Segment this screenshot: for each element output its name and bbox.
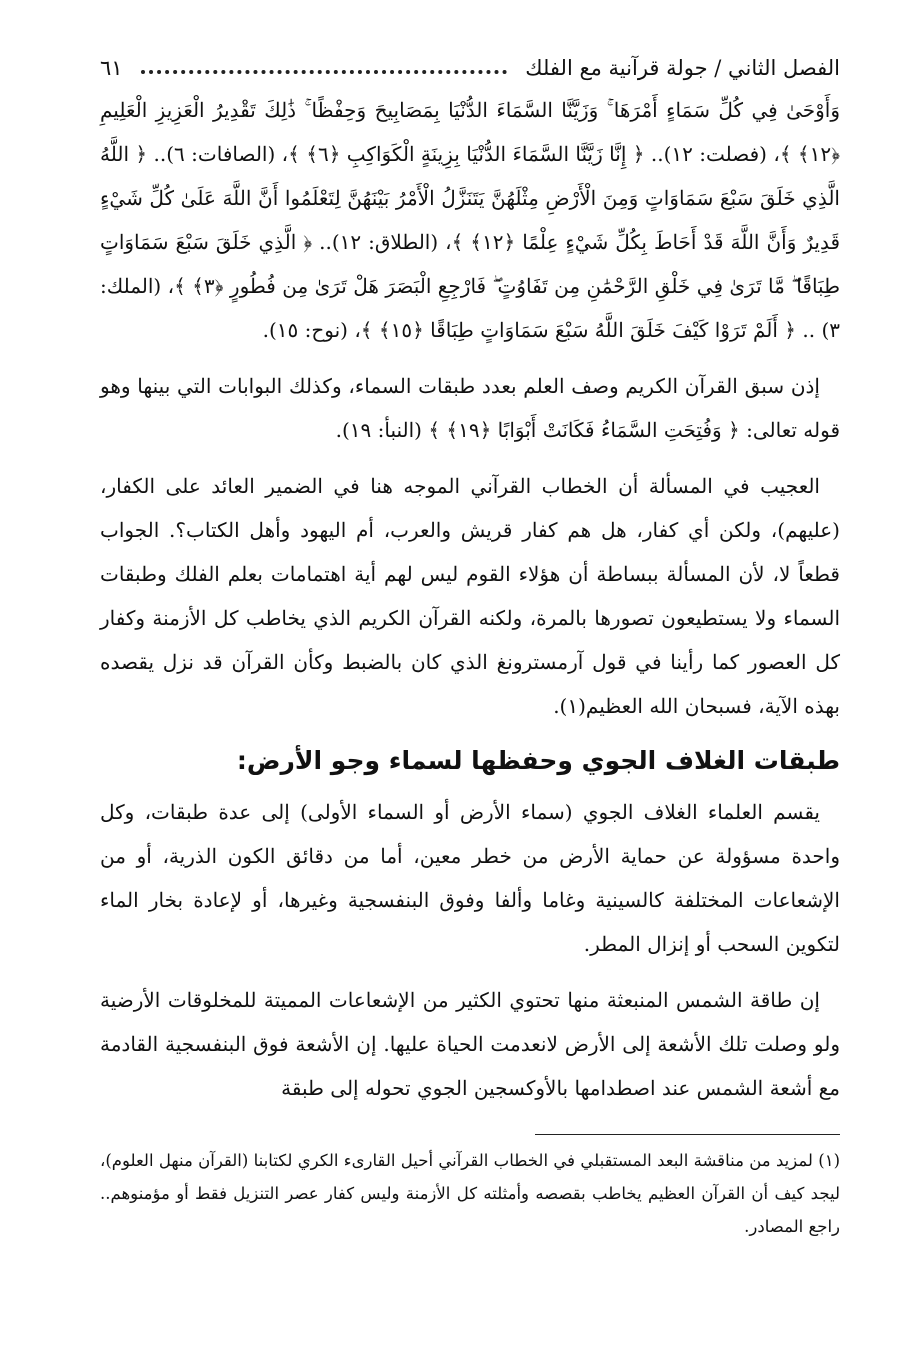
chapter-title: الفصل الثاني / جولة قرآنية مع الفلك <box>525 56 840 80</box>
quran-verses-paragraph: وَأَوْحَىٰ فِي كُلِّ سَمَاءٍ أَمْرَهَا ۚ وَزَيَّنَّا السَّمَاءَ الدُّنْيَا بِمَصَابِيحَ وَحِفْظًا ۚ ذَٰلِكَ تَقْدِيرُ الْعَزِيزِ الْعَلِيمِ ﴿١٢﴾ ﴾، (فصلت: ١٢).. ﴿ إِنَّا زَيَّنَّا السَّمَاءَ الدُّنْيَا بِزِينَةٍ الْكَوَاكِبِ ﴿٦﴾ ﴾، (الصافات: ٦).. ﴿ اللَّهُ الَّذِي خَلَقَ سَبْعَ سَمَاوَاتٍ وَمِنَ الْأَرْضِ مِثْلَهُنَّ يَتَنَزَّلُ الْأَمْرُ بَيْنَهُنَّ لِتَعْلَمُوا أَنَّ اللَّهَ عَلَىٰ كُلِّ شَيْءٍ قَدِيرٌ وَأَنَّ اللَّهَ قَدْ أَحَاطَ بِكُلِّ شَيْءٍ عِلْمًا ﴿١٢﴾ ﴾، (الطلاق: ١٢).. ﴿ الَّذِي خَلَقَ سَبْعَ سَمَاوَاتٍ طِبَاقًا ۖ مَّا تَرَىٰ فِي خَلْقِ الرَّحْمَٰنِ مِن تَفَاوُتٍ ۖ فَارْجِعِ الْبَصَرَ هَلْ تَرَىٰ مِن فُطُورٍ ﴿٣﴾ ﴾، (الملك: ٣) .. ﴿ أَلَمْ تَرَوْا كَيْفَ خَلَقَ اللَّهُ سَبْعَ سَمَاوَاتٍ طِبَاقًا ﴿١٥﴾ ﴾، (نوح: ١٥). <box>100 98 841 342</box>
footnote-rule <box>535 1134 840 1135</box>
page-number: ٦١ <box>100 56 123 80</box>
footnote-separator <box>100 1128 840 1144</box>
book-page <box>100 48 840 1243</box>
body-paragraph-disbelievers: العجيب في المسألة أن الخطاب القرآني الموجه هنا في الضمير العائد على الكفار، (عليهم)، ولكن أي كفار، هل هم كفار قريش والعرب، أم اليهود وأهل الكتاب؟. الجواب قطعاً لا، لأن المسألة ببساطة أن هؤلاء القوم ليس لهم أية اهتمامات بعلم الفلك وطبقات السماء ولا يستطيعون تصورها بالمرة، ولكنه القرآن الكريم الذي يخاطب كل الأزمنة وكفار كل العصور كما رأينا في قول آرمسترونغ الذي كان بالضبط وكأن القرآن قد نزل يقصده بهذه الآية، فسبحان الله العظيم(١). <box>100 474 840 718</box>
body-paragraph-solar-radiation: إن طاقة الشمس المنبعثة منها تحتوي الكثير من الإشعاعات المميتة للمخلوقات الأرضية ولو وصلت تلك الأشعة إلى الأرض لانعدمت الحياة عليها. إن الأشعة فوق البنفسجية القادمة مع أشعة الشمس عند اصطدامها بالأوكسجين الجوي تحوله إلى طبقة <box>100 988 840 1100</box>
body-paragraph-atmosphere: يقسم العلماء الغلاف الجوي (سماء الأرض أو السماء الأولى) إلى عدة طبقات، وكل واحدة مسؤولة عن حماية الأرض من خطر معين، أما من دقائق الكون الذرية، أو من الإشعاعات المختلفة كالسينية وغاما وألفا وفوق البنفسجية وغيرها، أو لإعادة بخار الماء لتكوين السحب أو إنزال المطر. <box>100 800 840 956</box>
footnote: (١) لمزيد من مناقشة البعد المستقبلي في الخطاب القرآني أحيل القارىء الكري لكتابنا (القرآن منهل العلوم)، ليجد كيف أن القرآن العظيم يخاطب بقصصه وأمثلته كل الأزمنة وليس كفار عصر التنزيل فقط أو مؤمنوهم.. راجع المصادر. <box>100 1151 840 1236</box>
body-paragraph-layers: إذن سبق القرآن الكريم وصف العلم بعدد طبقات السماء، وكذلك البوابات التي بينها وهو قوله تعالى: ﴿ وَفُتِحَتِ السَّمَاءُ فَكَانَتْ أَبْوَابًا ﴿١٩﴾ ﴾ (النبأ: ١٩). <box>100 374 840 442</box>
header-dotted-leader <box>141 70 508 74</box>
running-header <box>100 48 840 88</box>
section-heading: طبقات الغلاف الجوي وحفظها لسماء وجو الأرض: <box>236 746 840 775</box>
